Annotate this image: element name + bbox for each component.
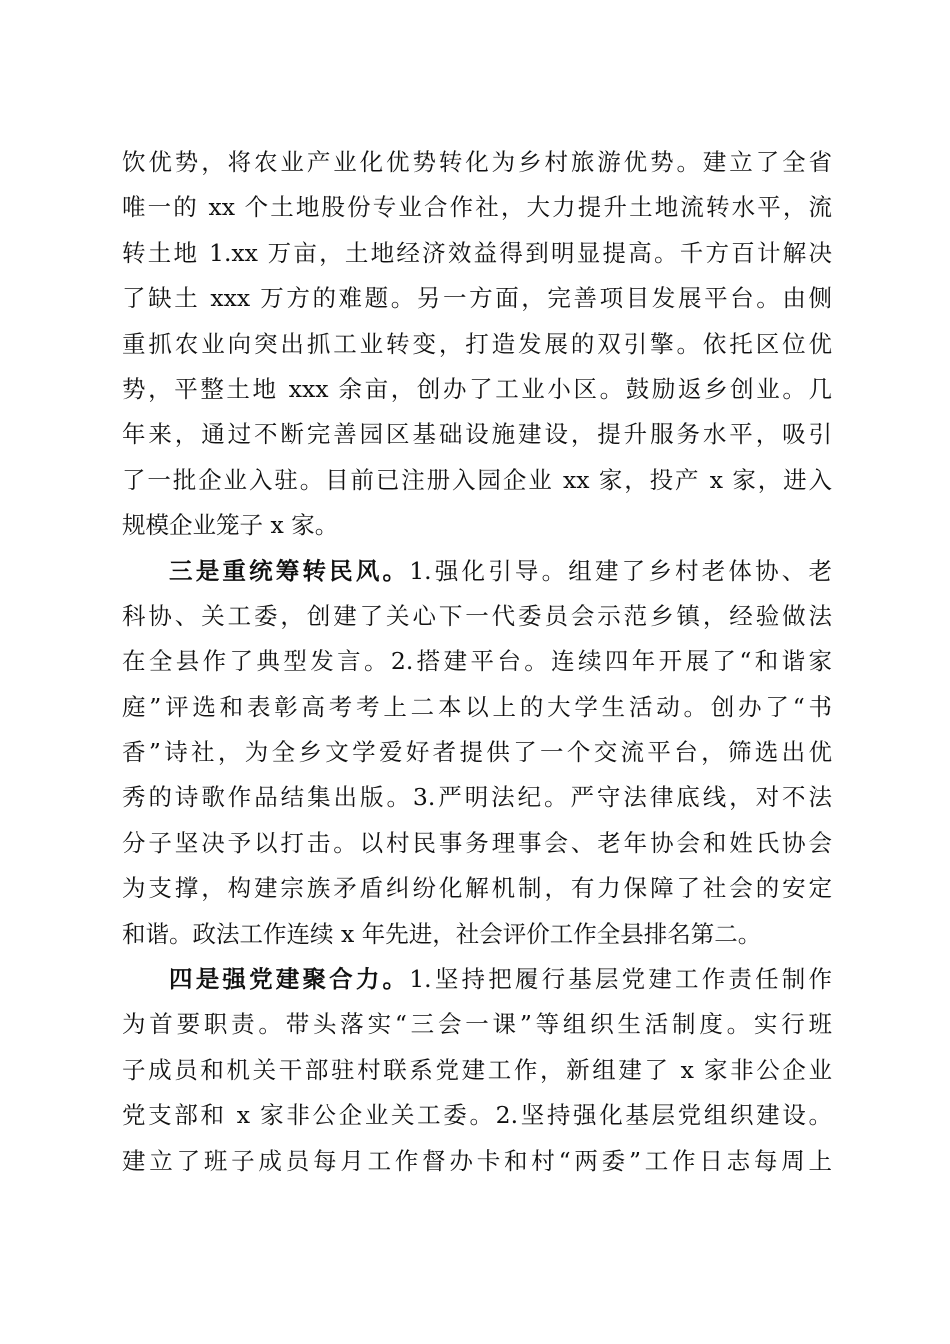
paragraph-2: [122, 549, 832, 958]
text-line: 党支部和 x 家非公企业关工委。2.坚持强化基层党组织建设。: [122, 1101, 832, 1130]
text-line: 庭”评选和表彰高考考上二本以上的大学生活动。创办了“书: [122, 692, 832, 721]
text-line: 在全县作了典型发言。2.搭建平台。连续四年开展了“和谐家: [122, 647, 832, 676]
text-line: 为支撑，构建宗族矛盾纠纷化解机制，有力保障了社会的安定: [122, 874, 832, 903]
text-line: 分子坚决予以打击。以村民事务理事会、老年协会和姓氏协会: [122, 828, 832, 857]
paragraph-lead-heading: 四是强党建聚合力。: [169, 965, 410, 994]
text-line: 为首要职责。带头落实“三会一课”等组织生活制度。实行班: [122, 1010, 832, 1039]
text-line: 年来，通过不断完善园区基础设施建设，提升服务水平，吸引: [122, 420, 832, 449]
text-line: 建立了班子成员每月工作督办卡和村“两委”工作日志每周上: [122, 1146, 832, 1175]
text-line: 了缺土 xxx 万方的难题。另一方面，完善项目发展平台。由侧: [122, 284, 832, 313]
paragraph-first-line-text: 1.强化引导。组建了乡村老体协、老: [409, 556, 833, 585]
text-line: 转土地 1.xx 万亩，土地经济效益得到明显提高。千方百计解决: [122, 238, 832, 267]
paragraph-3: [122, 957, 832, 1184]
text-line: 规模企业笼子 x 家。: [122, 511, 339, 540]
text-line: 秀的诗歌作品结集出版。3.严明法纪。严守法律底线，对不法: [122, 783, 832, 812]
text-line: 和谐。政法工作连续 x 年先进，社会评价工作全县排名第二。: [122, 919, 762, 948]
text-line: 唯一的 xx 个土地股份专业合作社，大力提升土地流转水平，流: [122, 193, 832, 222]
paragraph-1: [122, 140, 832, 549]
text-line: 了一批企业入驻。目前已注册入园企业 xx 家，投产 x 家，进入: [122, 465, 832, 494]
text-line: [122, 957, 832, 1002]
text-line: 香”诗社，为全乡文学爱好者提供了一个交流平台，筛选出优: [122, 738, 832, 767]
text-line: 势，平整土地 xxx 余亩，创办了工业小区。鼓励返乡创业。几: [122, 374, 832, 403]
text-line: 子成员和机关干部驻村联系党建工作，新组建了 x 家非公企业: [122, 1055, 832, 1084]
text-line: 重抓农业向突出抓工业转变，打造发展的双引擎。依托区位优: [122, 329, 832, 358]
text-line: 饮优势，将农业产业化优势转化为乡村旅游优势。建立了全省: [122, 148, 832, 176]
text-line: [122, 549, 832, 594]
paragraph-lead-heading: 三是重统筹转民风。: [169, 556, 410, 585]
document-page: [122, 140, 832, 1184]
text-line: 科协、关工委，创建了关心下一代委员会示范乡镇，经验做法: [122, 601, 832, 630]
paragraph-first-line-text: 1.坚持把履行基层党建工作责任制作: [409, 965, 833, 994]
